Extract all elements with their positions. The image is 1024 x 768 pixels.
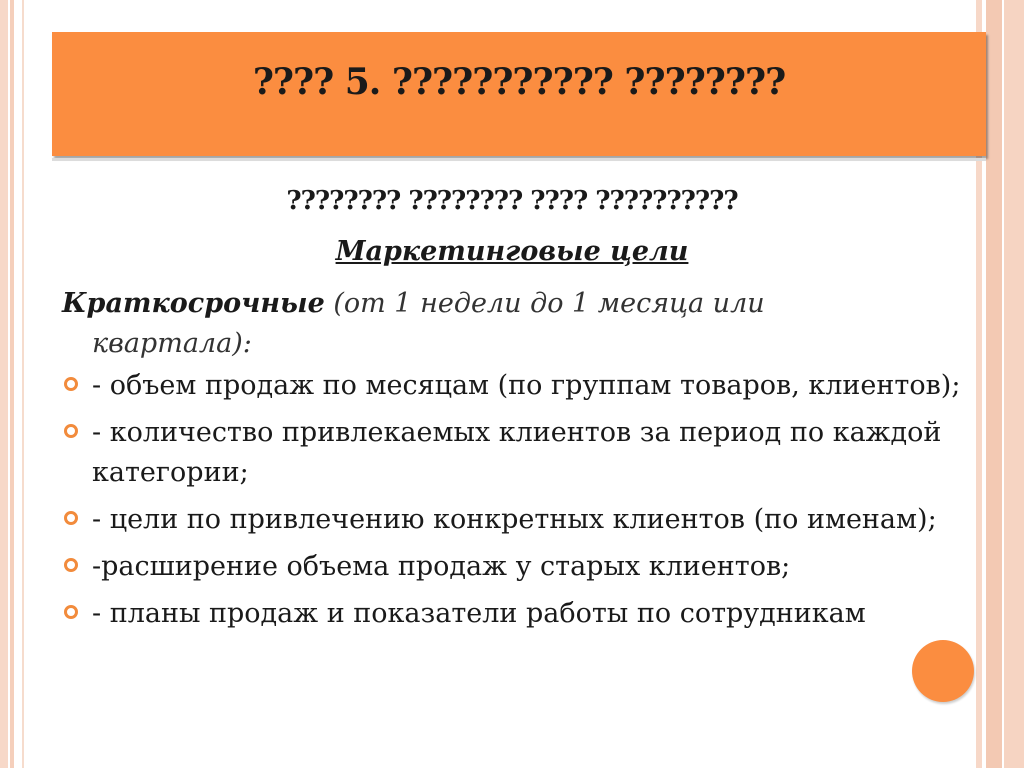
list-item-text: - планы продаж и показатели работы по сотрудникам bbox=[92, 598, 866, 629]
frame-stripe-left-inner bbox=[10, 0, 14, 768]
intro-paren-line1: (от 1 недели до 1 месяца или bbox=[324, 288, 765, 319]
intro-paragraph bbox=[62, 284, 922, 364]
list-item-text: - объем продаж по месяцам (по группам товаров, клиентов); bbox=[92, 370, 961, 401]
ring-bullet-icon bbox=[64, 511, 78, 525]
intro-paren-line2: квартала): bbox=[92, 328, 252, 359]
ring-bullet-icon bbox=[64, 424, 78, 438]
list-item bbox=[62, 594, 962, 634]
intro-lead: Краткосрочные bbox=[62, 288, 325, 319]
ring-bullet-icon bbox=[64, 605, 78, 619]
frame-stripe-right-outer bbox=[1004, 0, 1024, 768]
list-item-text: - цели по привлечению конкретных клиентов (по именам); bbox=[92, 504, 937, 535]
list-item bbox=[62, 413, 962, 493]
ring-bullet-icon bbox=[64, 377, 78, 391]
title-banner bbox=[52, 32, 986, 156]
slide-subheading: ???????? ???????? ???? ?????????? bbox=[286, 186, 738, 216]
slide-subtitle: Маркетинговые цели bbox=[335, 236, 689, 267]
list-item-text: - количество привлекаемых клиентов за период по каждой категории; bbox=[92, 417, 942, 488]
frame-stripe-left bbox=[0, 0, 8, 768]
title-divider bbox=[52, 158, 986, 161]
list-item bbox=[62, 500, 962, 540]
frame-stripe-right bbox=[986, 0, 1002, 768]
decorative-circle bbox=[912, 640, 974, 702]
frame-line-left bbox=[22, 0, 24, 768]
slide-title: ???? 5. ??????????? ???????? bbox=[252, 61, 786, 103]
list-item-text: -расширение объема продаж у старых клиентов; bbox=[92, 551, 791, 582]
ring-bullet-icon bbox=[64, 558, 78, 572]
bullet-list bbox=[62, 366, 962, 641]
list-item bbox=[62, 366, 962, 406]
list-item bbox=[62, 547, 962, 587]
